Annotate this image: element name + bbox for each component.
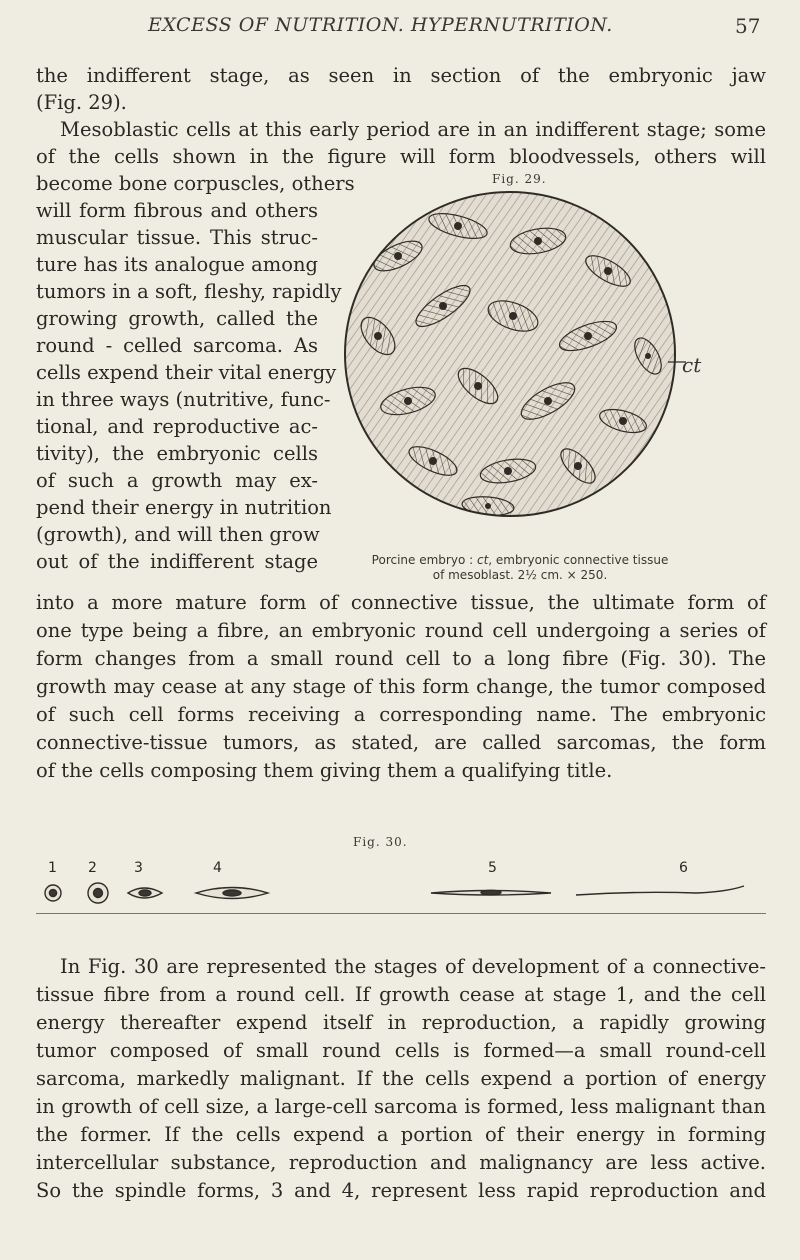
text-line: the former. If the cells expend a portion of their energy in forming — [36, 1123, 766, 1146]
text-line: ture has its analogue among — [36, 253, 318, 276]
text-line: intercellular substance, reproduction and malignancy are less active. — [36, 1151, 766, 1174]
figure-29-caption-line-1: Porcine embryo : ct, embryonic connective tissue — [371, 553, 669, 567]
figure-30-stage-6-number: 6 — [679, 860, 688, 876]
figure-30-illustration — [36, 878, 766, 918]
text-line: in three ways (nutritive, func- — [36, 388, 331, 411]
text-line: (growth), and will then grow — [36, 523, 320, 546]
text-line: muscular tissue. This struc- — [36, 226, 318, 249]
text-line: the indifferent stage, as seen in section of the embryonic jaw — [36, 64, 766, 87]
text-line: energy thereafter expend itself in reproduction, a rapidly growing — [36, 1011, 766, 1034]
text-line: into a more mature form of connective tissue, the ultimate form of — [36, 591, 766, 614]
page-number: 57 — [735, 14, 761, 38]
text-line: one type being a fibre, an embryonic round cell undergoing a series of — [36, 619, 766, 642]
figure-30-divider — [36, 913, 766, 914]
text-line: of such cell forms receiving a corresponding name. The embryonic — [36, 703, 766, 726]
figure-29-caption — [340, 553, 700, 583]
text-line: growing growth, called the — [36, 307, 318, 330]
text-line: tional, and reproductive ac- — [36, 415, 318, 438]
text-line: tumors in a soft, fleshy, rapidly — [36, 280, 342, 303]
text-line: Mesoblastic cells at this early period are in an indifferent stage; some — [60, 118, 766, 141]
figure-30-cell-stage-1 — [45, 885, 61, 901]
figure-29-caption-line-2: of mesoblast. 2½ cm. × 250. — [432, 568, 608, 582]
text-line: become bone corpuscles, others — [36, 172, 355, 195]
text-line: connective-tissue tumors, as stated, are called sarcomas, the form — [36, 731, 766, 754]
text-line: of the cells shown in the figure will form bloodvessels, others will — [36, 145, 766, 168]
figure-29-label: Fig. 29. — [492, 172, 547, 186]
text-line: out of the indifferent stage — [36, 550, 318, 573]
figure-30-stage-3-number: 3 — [134, 860, 143, 876]
figure-30-label: Fig. 30. — [353, 835, 408, 849]
text-line: pend their energy in nutrition — [36, 496, 332, 519]
text-line: form changes from a small round cell to a long fibre (Fig. 30). The — [36, 647, 766, 670]
text-line: In Fig. 30 are represented the stages of development of a connective- — [60, 955, 766, 978]
text-line: cells expend their vital energy — [36, 361, 337, 384]
text-line: of such a growth may ex- — [36, 469, 318, 492]
text-line: round - celled sarcoma. As — [36, 334, 318, 357]
figure-29-ct-label: ct — [682, 353, 702, 377]
text-line: So the spindle forms, 3 and 4, represent less rapid reproduction and — [36, 1179, 766, 1202]
figure-29-illustration — [338, 186, 688, 550]
text-line: tumor composed of small round cells is formed—a small round-cell — [36, 1039, 766, 1062]
text-line: in growth of cell size, a large-cell sarcoma is formed, less malignant than — [36, 1095, 766, 1118]
figure-30-stage-2-number: 2 — [88, 860, 97, 876]
running-head: EXCESS OF NUTRITION. HYPERNUTRITION. — [148, 14, 613, 36]
text-line: sarcoma, markedly malignant. If the cells expend a portion of energy — [36, 1067, 766, 1090]
figure-30-cell-stage-5 — [431, 890, 551, 895]
text-line: tivity), the embryonic cells — [36, 442, 318, 465]
text-line: growth may cease at any stage of this form change, the tumor composed — [36, 675, 766, 698]
figure-30-cell-stage-2 — [88, 883, 108, 903]
text-line: of the cells composing them giving them a qualifying title. — [36, 759, 613, 782]
figure-30-stage-4-number: 4 — [213, 860, 222, 876]
figure-30-stage-1-number: 1 — [48, 860, 57, 876]
figure-30-cell-stage-4 — [196, 888, 268, 899]
text-line: will form fibrous and others — [36, 199, 318, 222]
figure-30-stage-5-number: 5 — [488, 860, 497, 876]
text-line: (Fig. 29). — [36, 91, 127, 114]
figure-30-cell-stage-3 — [128, 888, 162, 898]
figure-30-fibre-stage-6 — [576, 886, 744, 895]
text-line: tissue fibre from a round cell. If growth cease at stage 1, and the cell — [36, 983, 766, 1006]
